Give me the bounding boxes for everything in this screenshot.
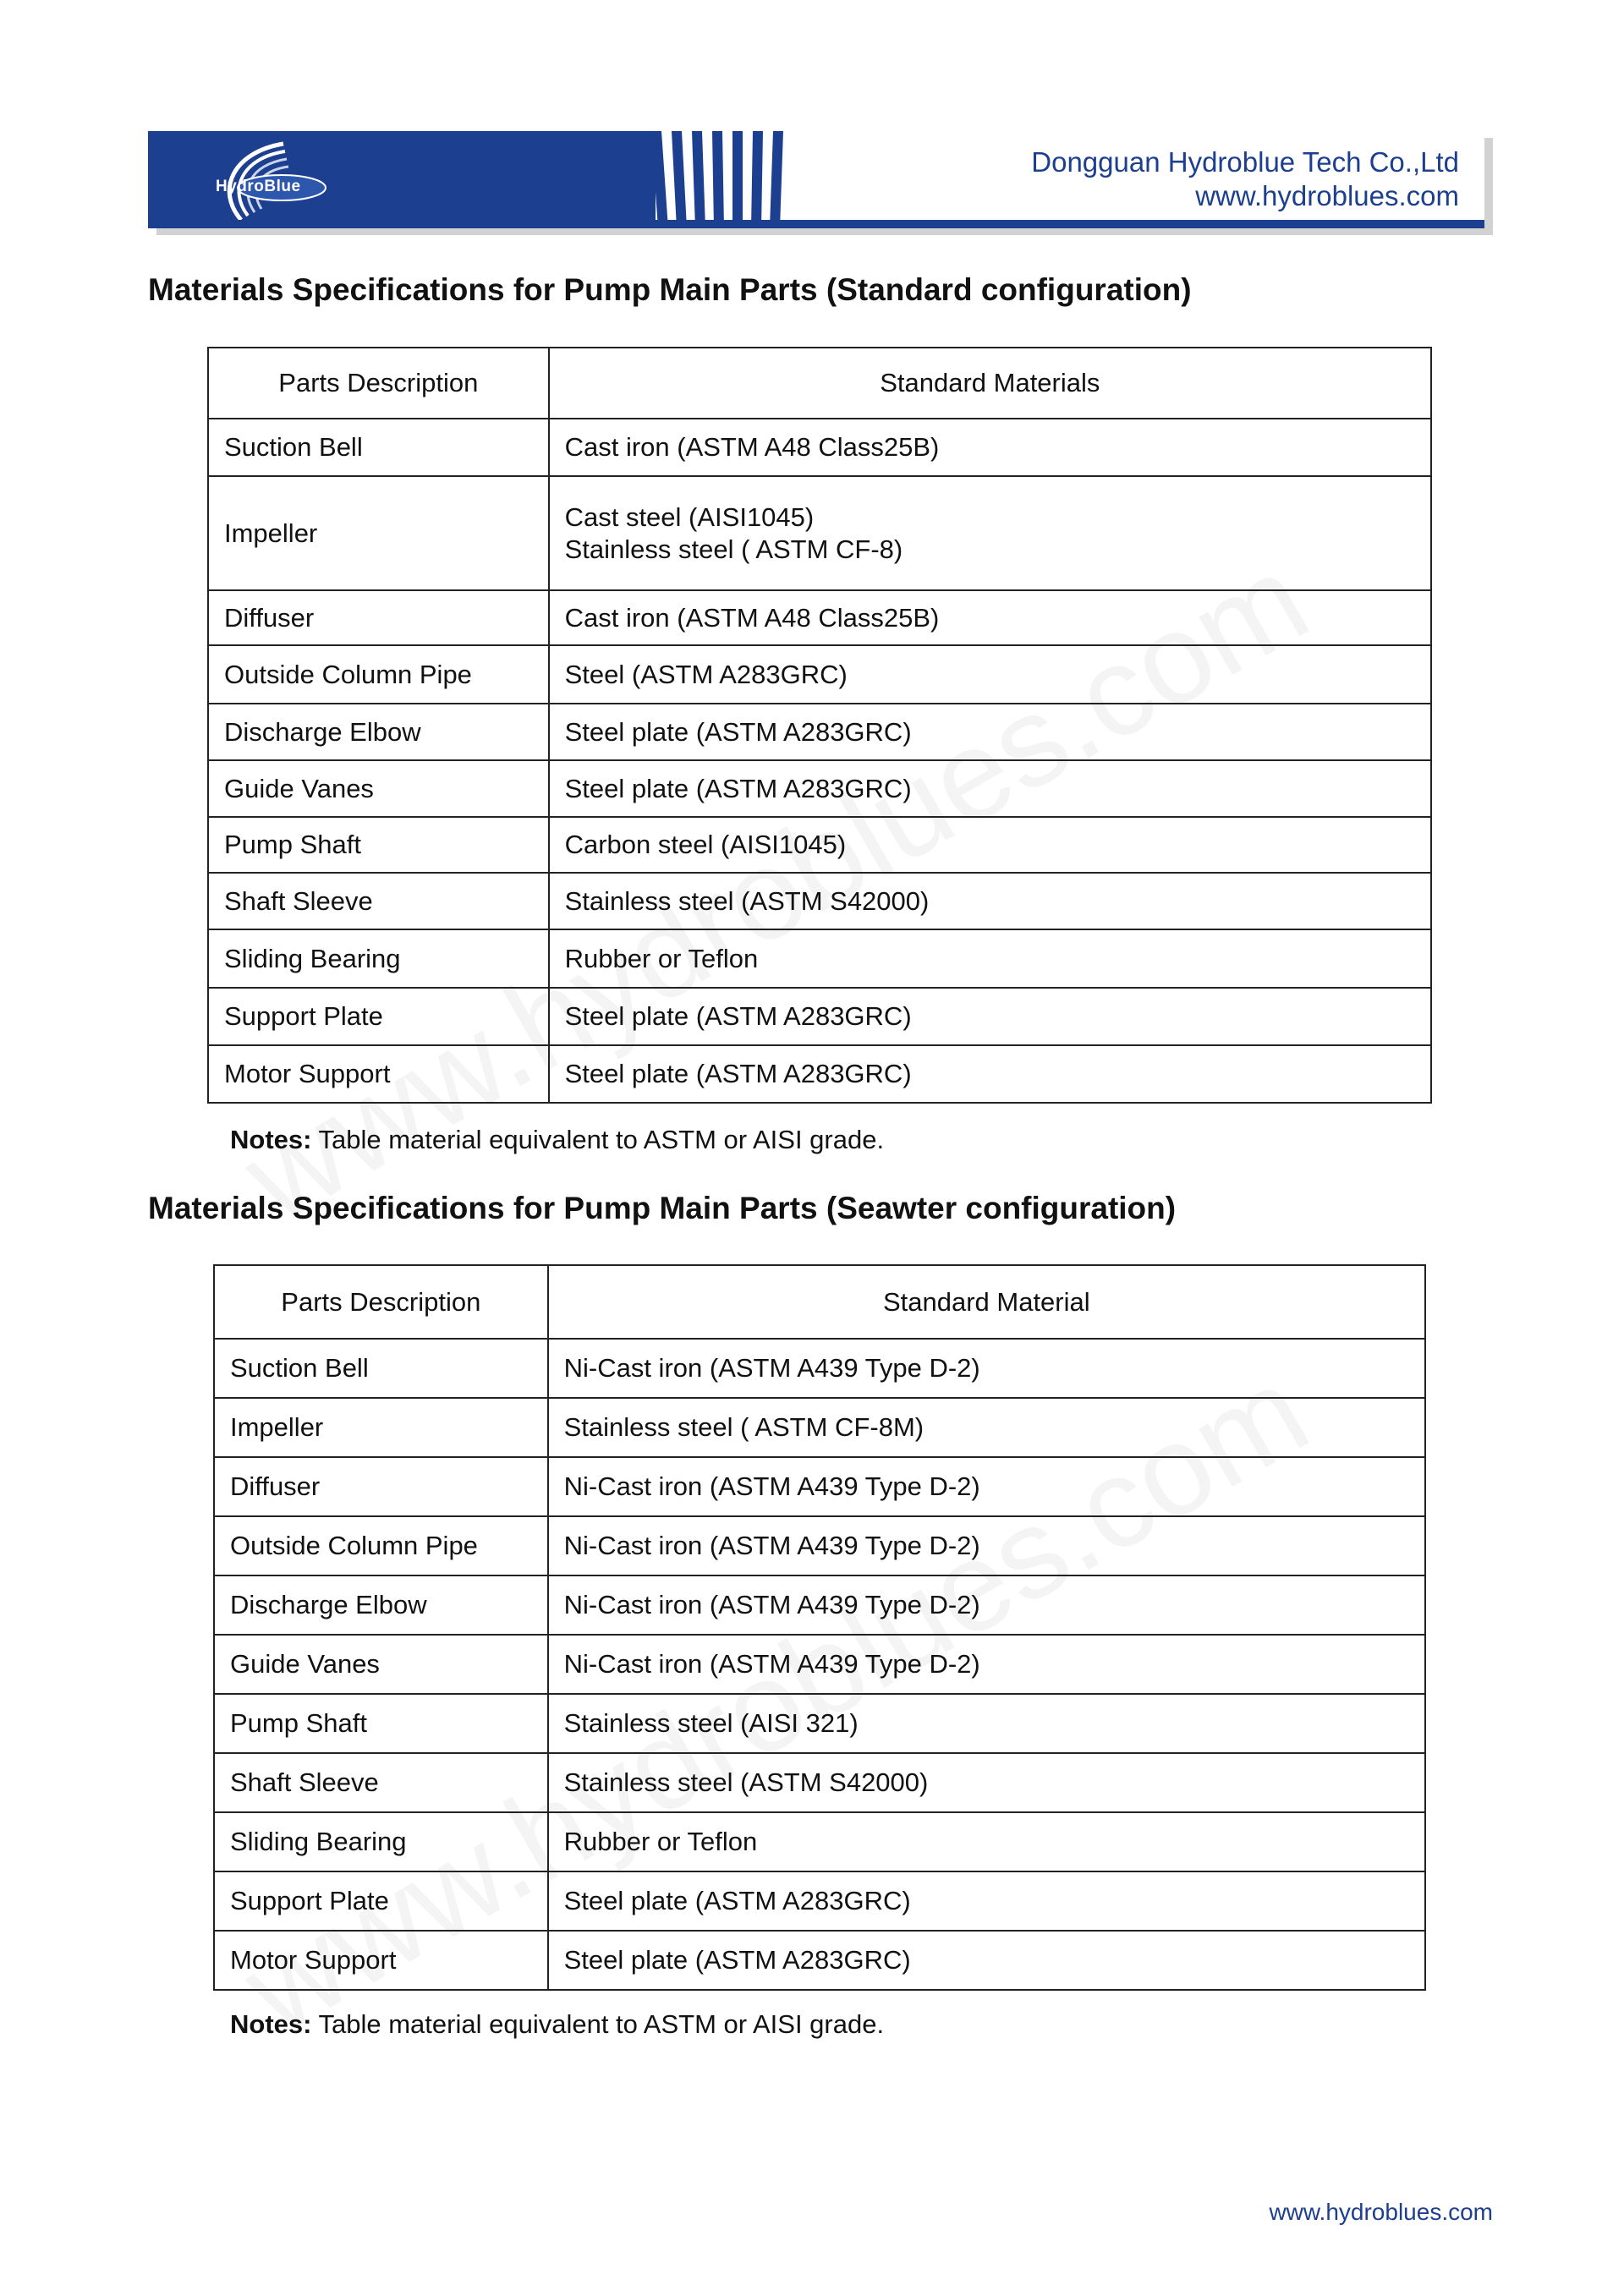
- material-cell: Ni-Cast iron (ASTM A439 Type D-2): [548, 1339, 1425, 1398]
- footer-url[interactable]: www.hydroblues.com: [1269, 2199, 1493, 2225]
- table-row: [214, 1398, 1425, 1457]
- table-row: [214, 1575, 1425, 1635]
- material-cell: Stainless steel (AISI 321): [548, 1694, 1425, 1753]
- section1-title: Materials Specifications for Pump Main Parts (Standard configuration): [148, 272, 1192, 307]
- material-cell: Ni-Cast iron (ASTM A439 Type D-2): [548, 1575, 1425, 1635]
- material-cell: Ni-Cast iron (ASTM A439 Type D-2): [548, 1457, 1425, 1516]
- note-text: Table material equivalent to ASTM or AISI grade.: [311, 1125, 885, 1154]
- material-cell: Steel (ASTM A283GRC): [549, 645, 1431, 704]
- note-label: Notes:: [230, 1125, 312, 1154]
- part-cell: Impeller: [208, 476, 549, 590]
- seawater-materials-table: [213, 1264, 1426, 1991]
- section2-note: [230, 2009, 884, 2040]
- material-cell: Stainless steel ( ASTM CF-8M): [548, 1398, 1425, 1457]
- material-cell: Steel plate (ASTM A283GRC): [549, 988, 1431, 1045]
- company-name: Dongguan Hydroblue Tech Co.,Ltd: [1031, 146, 1459, 178]
- part-cell: Outside Column Pipe: [214, 1516, 548, 1575]
- part-cell: Outside Column Pipe: [208, 645, 549, 704]
- part-cell: Diffuser: [214, 1457, 548, 1516]
- part-cell: Motor Support: [208, 1045, 549, 1103]
- material-cell: Steel plate (ASTM A283GRC): [549, 760, 1431, 817]
- col-header-part: Parts Description: [214, 1265, 548, 1339]
- material-cell: [549, 476, 1431, 590]
- table-row: [208, 873, 1431, 929]
- material-cell: Cast iron (ASTM A48 Class25B): [549, 590, 1431, 645]
- table-row: [208, 590, 1431, 645]
- note-label: Notes:: [230, 2009, 312, 2039]
- part-cell: Impeller: [214, 1398, 548, 1457]
- col-header-part: Parts Description: [208, 348, 549, 419]
- table-row: [214, 1339, 1425, 1398]
- part-cell: Support Plate: [208, 988, 549, 1045]
- table-row: [208, 419, 1431, 476]
- part-cell: Suction Bell: [208, 419, 549, 476]
- table-row: [214, 1694, 1425, 1753]
- material-cell: Rubber or Teflon: [549, 929, 1431, 988]
- table-row: [208, 988, 1431, 1045]
- material-cell: Ni-Cast iron (ASTM A439 Type D-2): [548, 1516, 1425, 1575]
- material-cell: Rubber or Teflon: [548, 1812, 1425, 1871]
- part-cell: Support Plate: [214, 1871, 548, 1931]
- table-row: [214, 1871, 1425, 1931]
- part-cell: Shaft Sleeve: [214, 1753, 548, 1812]
- table-row: [208, 704, 1431, 760]
- table-row: [208, 760, 1431, 817]
- table-row: [214, 1635, 1425, 1694]
- table-row: [214, 1812, 1425, 1871]
- part-cell: Pump Shaft: [208, 817, 549, 873]
- part-cell: Pump Shaft: [214, 1694, 548, 1753]
- part-cell: Shaft Sleeve: [208, 873, 549, 929]
- table-row: [208, 929, 1431, 988]
- part-cell: Suction Bell: [214, 1339, 548, 1398]
- material-line: Stainless steel ( ASTM CF-8): [564, 534, 903, 564]
- material-cell: Steel plate (ASTM A283GRC): [549, 704, 1431, 760]
- banner-underline: [148, 220, 1484, 228]
- material-cell: Stainless steel (ASTM S42000): [549, 873, 1431, 929]
- standard-materials-table: [207, 347, 1432, 1104]
- material-line: Cast steel (AISI1045): [564, 501, 815, 532]
- header-banner: [148, 131, 1484, 228]
- material-cell: Stainless steel (ASTM S42000): [548, 1753, 1425, 1812]
- logo-text: HydroBlue: [216, 178, 301, 195]
- table-row: [208, 817, 1431, 873]
- material-cell: Steel plate (ASTM A283GRC): [549, 1045, 1431, 1103]
- table-row: [214, 1516, 1425, 1575]
- material-cell: Carbon steel (AISI1045): [549, 817, 1431, 873]
- part-cell: Sliding Bearing: [214, 1812, 548, 1871]
- table-row: [208, 645, 1431, 704]
- material-cell: Steel plate (ASTM A283GRC): [548, 1871, 1425, 1931]
- table-row: [208, 1045, 1431, 1103]
- company-url[interactable]: www.hydroblues.com: [1195, 180, 1459, 211]
- col-header-material: Standard Materials: [549, 348, 1431, 419]
- table-header-row: [214, 1265, 1425, 1339]
- banner-stripes: [643, 131, 812, 228]
- table-row: [214, 1457, 1425, 1516]
- col-header-material: Standard Material: [548, 1265, 1425, 1339]
- part-cell: Guide Vanes: [208, 760, 549, 817]
- part-cell: Sliding Bearing: [208, 929, 549, 988]
- section1-note: [230, 1125, 884, 1155]
- table-row: [214, 1753, 1425, 1812]
- table-header-row: [208, 348, 1431, 419]
- table-row: [214, 1931, 1425, 1990]
- part-cell: Discharge Elbow: [208, 704, 549, 760]
- material-cell: Cast iron (ASTM A48 Class25B): [549, 419, 1431, 476]
- material-cell: Ni-Cast iron (ASTM A439 Type D-2): [548, 1635, 1425, 1694]
- part-cell: Motor Support: [214, 1931, 548, 1990]
- material-cell: Steel plate (ASTM A283GRC): [548, 1931, 1425, 1990]
- part-cell: Discharge Elbow: [214, 1575, 548, 1635]
- note-text: Table material equivalent to ASTM or AISI grade.: [311, 2009, 885, 2039]
- part-cell: Guide Vanes: [214, 1635, 548, 1694]
- part-cell: Diffuser: [208, 590, 549, 645]
- section2-title: Materials Specifications for Pump Main Parts (Seawter configuration): [148, 1191, 1177, 1225]
- table-row: [208, 476, 1431, 590]
